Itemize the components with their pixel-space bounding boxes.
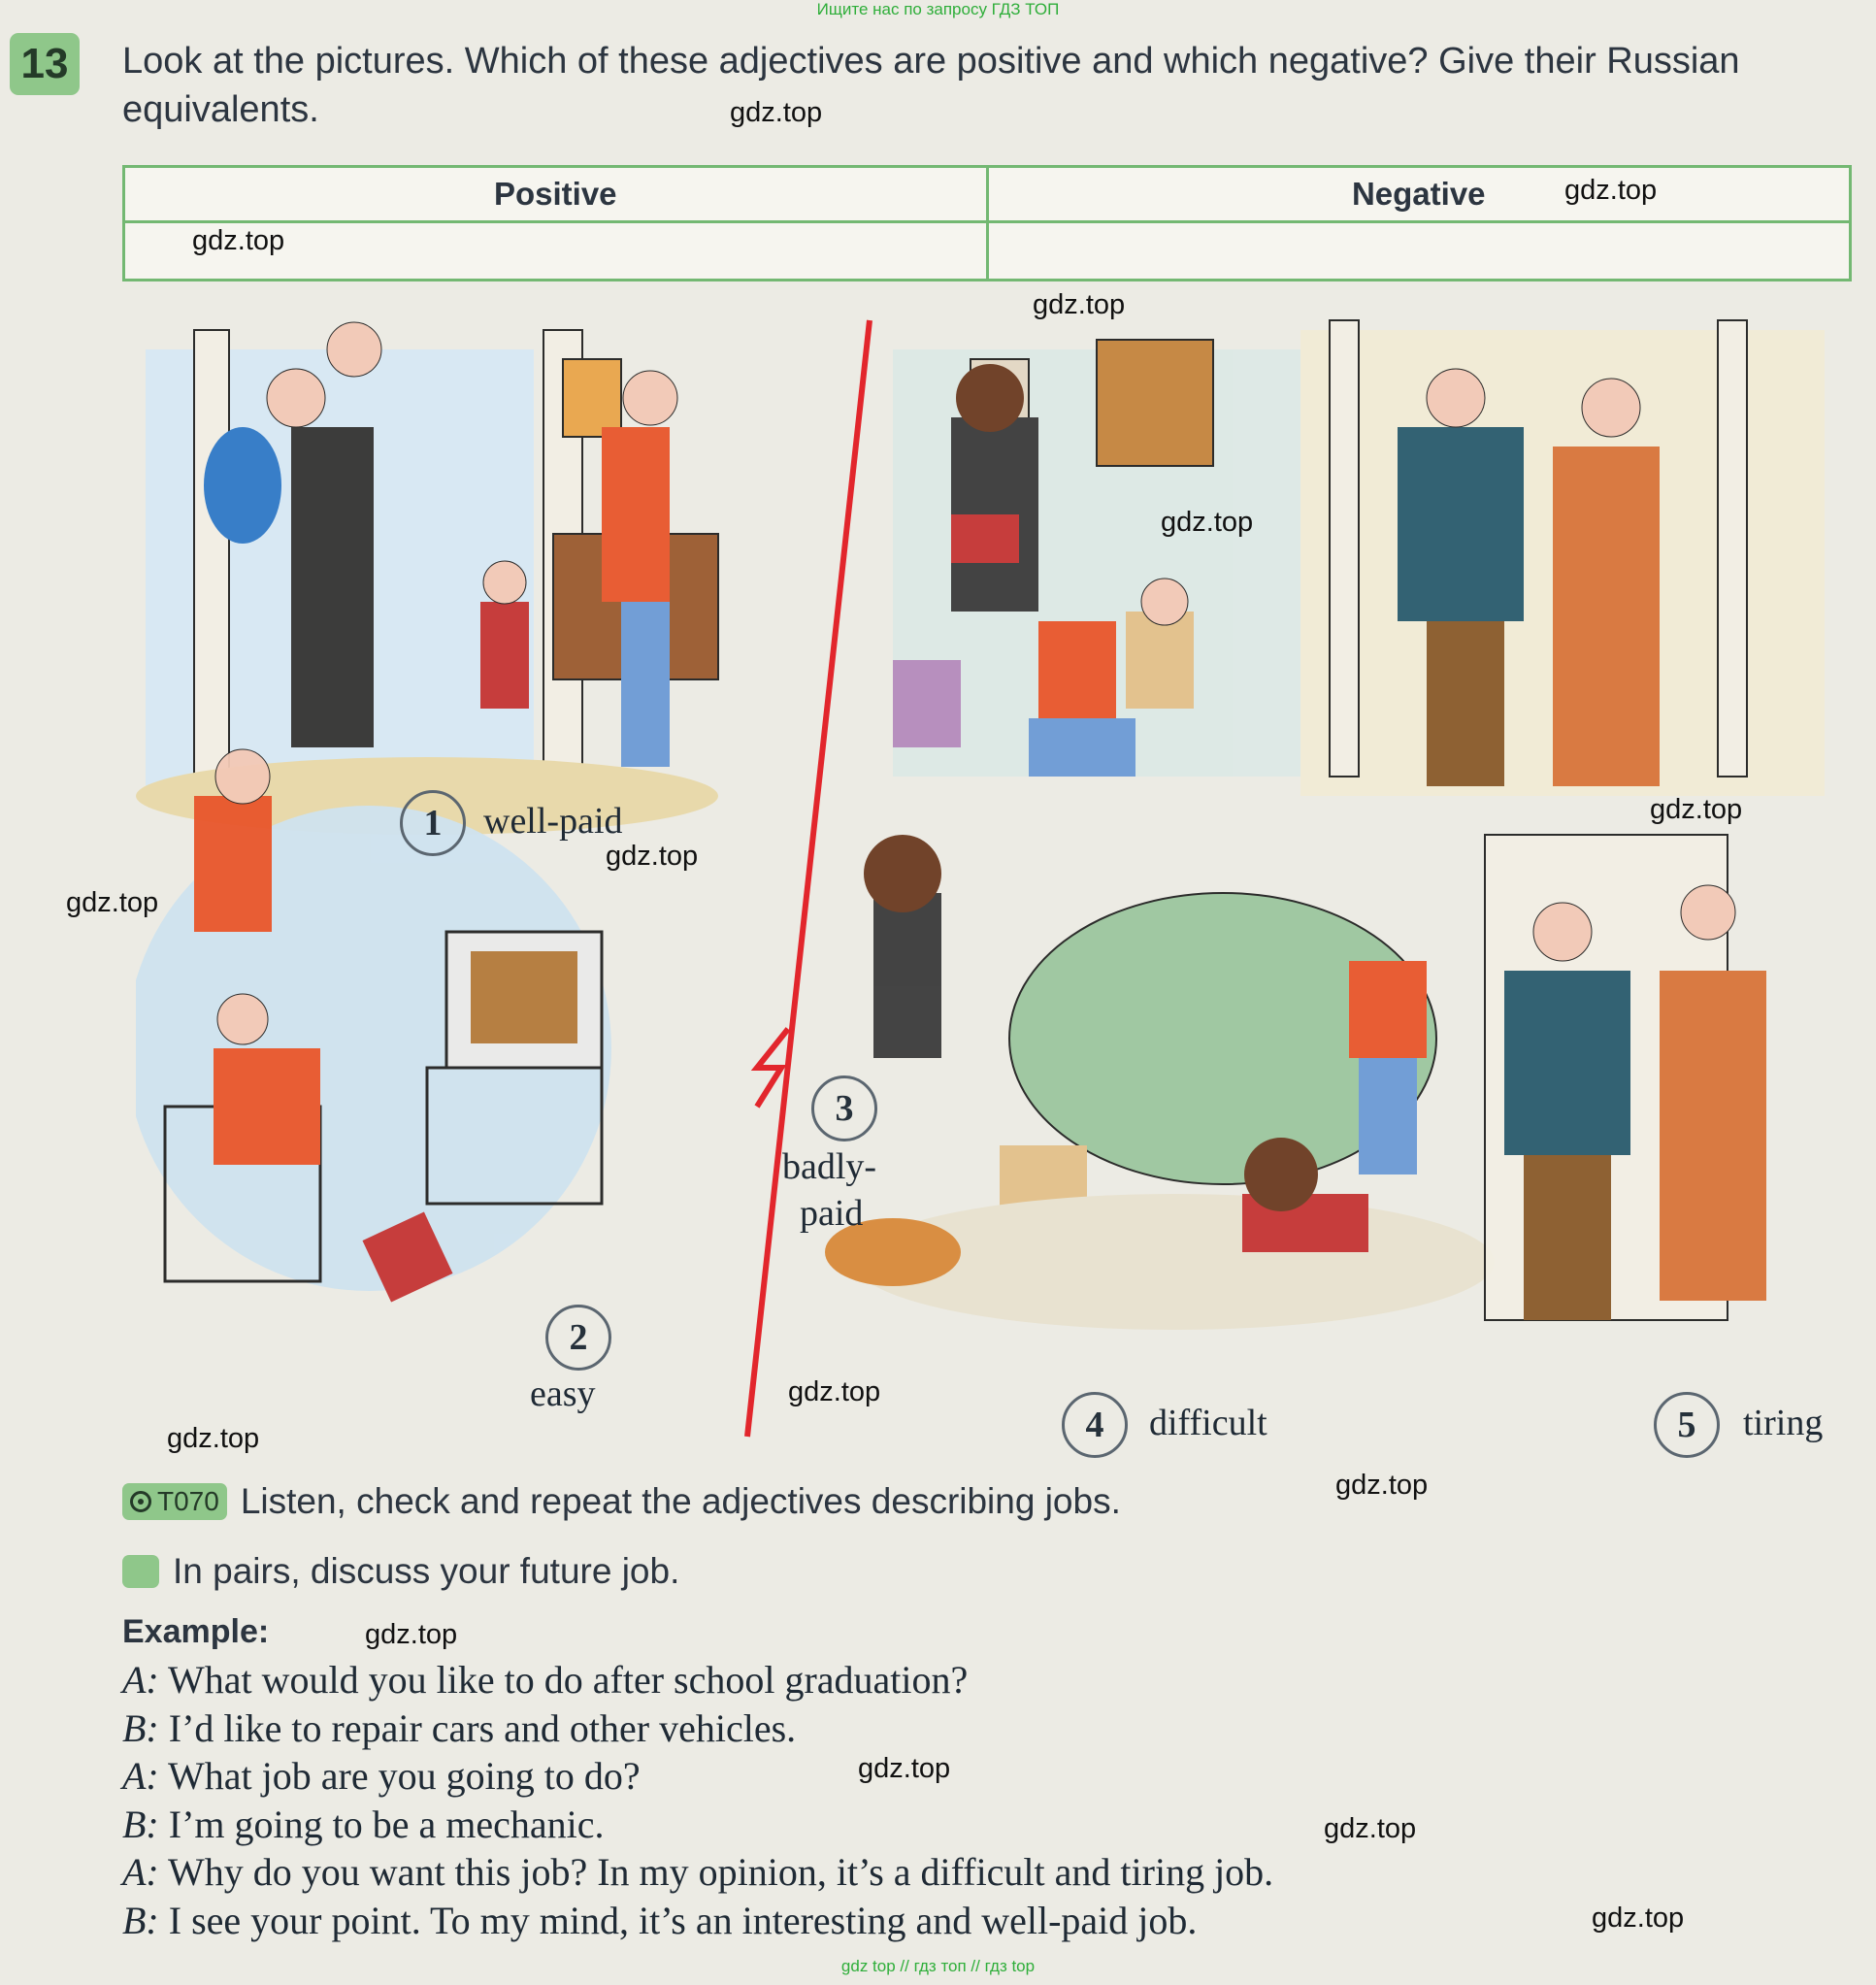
caption-tiring: tiring xyxy=(1743,1403,1824,1443)
caption-number-4: 4 xyxy=(1062,1392,1128,1458)
watermark: gdz.top xyxy=(1335,1470,1429,1501)
task-instruction: Look at the pictures. Which of these adjectives are positive and which negative? Give their Russian equivalents. xyxy=(122,41,1740,130)
caption-easy: easy xyxy=(530,1373,596,1414)
dialog-line xyxy=(122,1897,1273,1945)
caption-number-3: 3 xyxy=(811,1075,877,1141)
dialog-text: I’m going to be a mechanic. xyxy=(158,1802,605,1846)
footer-note: gdz top // гдз топ // гдз top xyxy=(840,1957,1036,1975)
top-note: Ищите нас по запросу ГДЗ ТОП xyxy=(816,0,1060,18)
dialog-text: I see your point. To my mind, it’s an interesting and well-paid job. xyxy=(158,1898,1198,1942)
audio-instruction: Listen, check and repeat the adjectives describing jobs. xyxy=(240,1481,1121,1521)
caption-badly-paid-2: paid xyxy=(800,1193,864,1234)
dialog-speaker: A: xyxy=(122,1754,159,1798)
dialog-speaker: B: xyxy=(122,1802,159,1846)
caption-difficult: difficult xyxy=(1149,1403,1267,1443)
watermark: gdz.top xyxy=(167,1423,260,1454)
watermark: gdz.top xyxy=(192,225,285,256)
dialog-speaker: B: xyxy=(122,1705,159,1750)
pairs-row xyxy=(122,1551,679,1592)
watermark: gdz.top xyxy=(1564,175,1658,206)
dialog-line xyxy=(122,1848,1273,1897)
dialog-text: What would you like to do after school graduation? xyxy=(158,1658,969,1702)
watermark: gdz.top xyxy=(730,97,823,128)
negative-answer-cell[interactable] xyxy=(987,222,1851,281)
dialog-text: I’d like to repair cars and other vehicles. xyxy=(158,1705,797,1750)
watermark: gdz.top xyxy=(365,1619,458,1650)
dialog-line xyxy=(122,1801,1273,1849)
column-negative: Negative xyxy=(987,167,1851,222)
caption-badly-paid-1: badly- xyxy=(782,1146,877,1187)
illustration xyxy=(136,291,1844,1446)
watermark: gdz.top xyxy=(858,1753,951,1784)
caption-number-1: 1 xyxy=(400,790,466,856)
audio-row xyxy=(122,1479,1121,1524)
pair-work-icon xyxy=(122,1555,159,1588)
watermark: gdz.top xyxy=(1650,794,1743,825)
example-label: Example: xyxy=(122,1613,270,1650)
caption-number-5: 5 xyxy=(1654,1392,1720,1458)
dialog-speaker: A: xyxy=(122,1850,159,1894)
dialog-line xyxy=(122,1752,1273,1801)
watermark: gdz.top xyxy=(1324,1813,1417,1844)
example-dialog xyxy=(122,1656,1273,1944)
dialog-text: What job are you going to do? xyxy=(158,1754,641,1798)
caption-number-2: 2 xyxy=(545,1305,611,1371)
exercise-number: 13 xyxy=(10,33,80,95)
dialog-speaker: B: xyxy=(122,1898,159,1942)
caption-well-paid: well-paid xyxy=(483,801,623,842)
watermark: gdz.top xyxy=(606,841,699,872)
watermark: gdz.top xyxy=(1161,507,1254,538)
audio-track-label: T070 xyxy=(157,1486,219,1516)
watermark: gdz.top xyxy=(1033,289,1126,320)
dialog-speaker: A: xyxy=(122,1658,159,1702)
column-positive: Positive xyxy=(124,167,988,222)
audio-disc-icon xyxy=(130,1491,151,1512)
pairs-instruction: In pairs, discuss your future job. xyxy=(173,1551,680,1591)
audio-track-button[interactable] xyxy=(122,1483,227,1520)
watermark: gdz.top xyxy=(788,1376,881,1407)
dialog-text: Why do you want this job? In my opinion, it’s a difficult and tiring job. xyxy=(158,1850,1274,1894)
watermark: gdz.top xyxy=(66,887,159,918)
watermark: gdz.top xyxy=(1592,1902,1685,1934)
dialog-line xyxy=(122,1704,1273,1753)
dialog-line xyxy=(122,1656,1273,1704)
